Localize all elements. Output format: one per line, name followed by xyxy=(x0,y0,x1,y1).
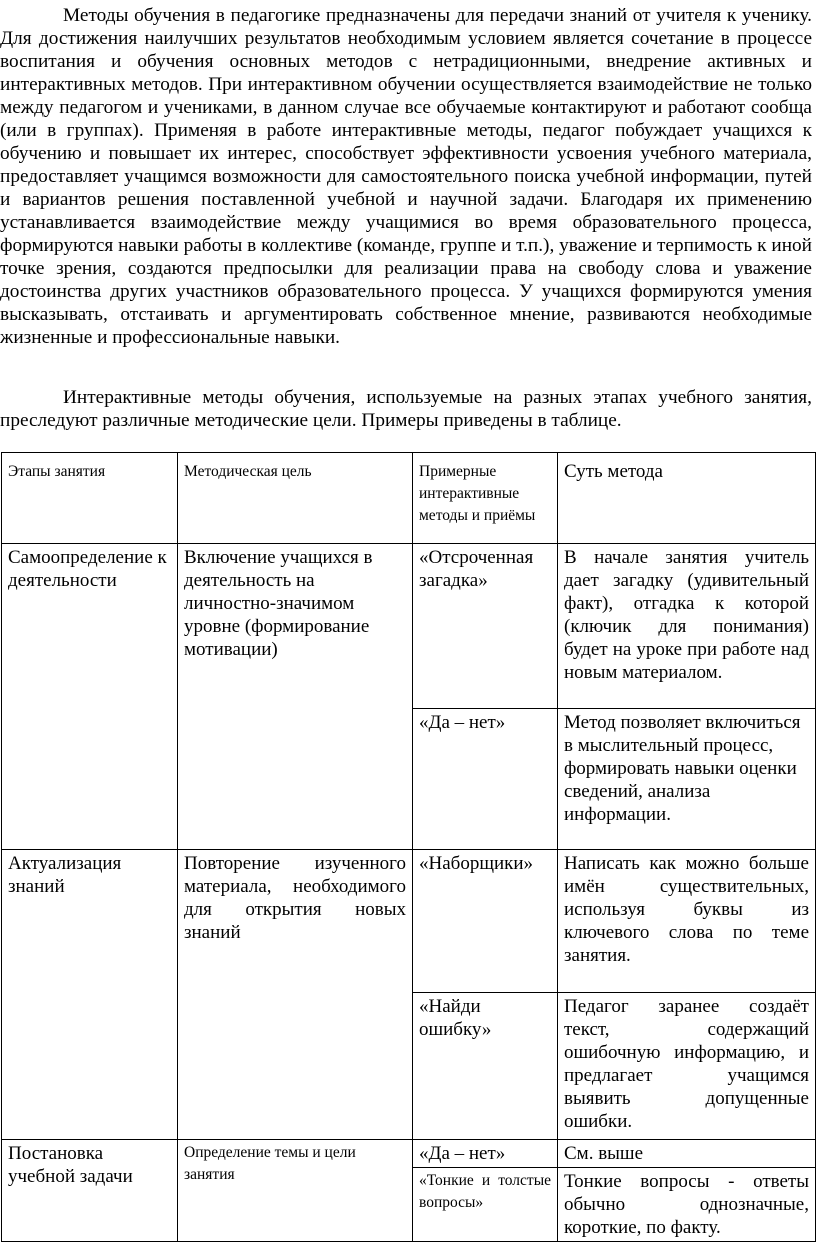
cell-essence: В начале занятия учитель дает загадку (удивительный факт), отгадка к которой (ключик для понимания) будет на уроке при работе над новым материалом. xyxy=(558,544,816,709)
table-intro-paragraph: Интерактивные методы обучения, используемые на разных этапах учебного занятия, преследуют различные методические цели. Примеры приведены в таблице. xyxy=(0,387,812,431)
intro-paragraph: Методы обучения в педагогике предназначены для передачи знаний от учителя к ученику. Для достижения наилучших результатов необходимым условием является сочетание в процессе воспитания и обучения основных методов с нетрадиционными, внедрение активных и интерактивных методов. При интерактивном обучении осуществляется взаимодействие не только между педагогом и учениками, в данном случае все обучаемые контактируют и работают сообща (или в группах). Применяя в работе интерактивные методы, педагог побуждает учащихся к обучению и повышает их интерес, способствует эффективности усвоения учебного материала, предоставляет учащимся возможности для самостоятельного поиска учебной информации, путей и вариантов решения поставленной учебной и научной задачи. Благодаря их применению устанавливается взаимодействие между учащимися во время образовательного процесса, формируются навыки работы в коллективе (команде, группе и т.п.), уважение и терпимость к иной точке зрения, создаются предпосылки для реализации права на свободу слова и уважение достоинства других участников образовательного процесса. У учащихся формируются умения высказывать, отстаивать и аргументировать собственное мнение, развиваются необходимые жизненные и профессиональные навыки. xyxy=(0,5,812,348)
header-methods: Примерные интерактивные методы и приёмы xyxy=(413,453,558,544)
cell-essence: Тонкие вопросы - ответы обычно однозначные, короткие, по факту. xyxy=(558,1168,816,1242)
cell-goal: Определение темы и цели занятия xyxy=(178,1140,413,1242)
cell-stage: Самоопределение к деятельности xyxy=(2,544,178,850)
cell-stage: Актуализация знаний xyxy=(2,850,178,1140)
cell-method: «Тонкие и толстые вопросы» xyxy=(413,1168,558,1242)
cell-method: «Отсроченная загадка» xyxy=(413,544,558,709)
table-header-row xyxy=(2,453,816,544)
cell-essence: Педагог заранее создаёт текст, содержащий ошибочную информацию, и предлагает учащимся выявить допущенные ошибки. xyxy=(558,993,816,1140)
table-row xyxy=(2,1140,816,1168)
cell-goal: Повторение изученного материала, необходимого для открытия новых знаний xyxy=(178,850,413,1140)
cell-essence: Написать как можно больше имён существительных, используя буквы из ключевого слова по теме занятия. xyxy=(558,850,816,993)
header-goal: Методическая цель xyxy=(178,453,413,544)
cell-method: «Найди ошибку» xyxy=(413,993,558,1140)
cell-method: «Да – нет» xyxy=(413,1140,558,1168)
cell-method: «Да – нет» xyxy=(413,709,558,850)
table-row xyxy=(2,544,816,709)
cell-method: «Наборщики» xyxy=(413,850,558,993)
cell-essence: Метод позволяет включиться в мыслительный процесс, формировать навыки оценки сведений, анализа информации. xyxy=(558,709,816,850)
cell-essence: См. выше xyxy=(558,1140,816,1168)
methods-table xyxy=(1,452,816,1242)
header-stage: Этапы занятия xyxy=(2,453,178,544)
cell-stage: Постановка учебной задачи xyxy=(2,1140,178,1242)
table-row xyxy=(2,850,816,993)
header-essence: Суть метода xyxy=(558,453,816,544)
cell-goal: Включение учащихся в деятельность на личностно-значимом уровне (формирование мотивации) xyxy=(178,544,413,850)
